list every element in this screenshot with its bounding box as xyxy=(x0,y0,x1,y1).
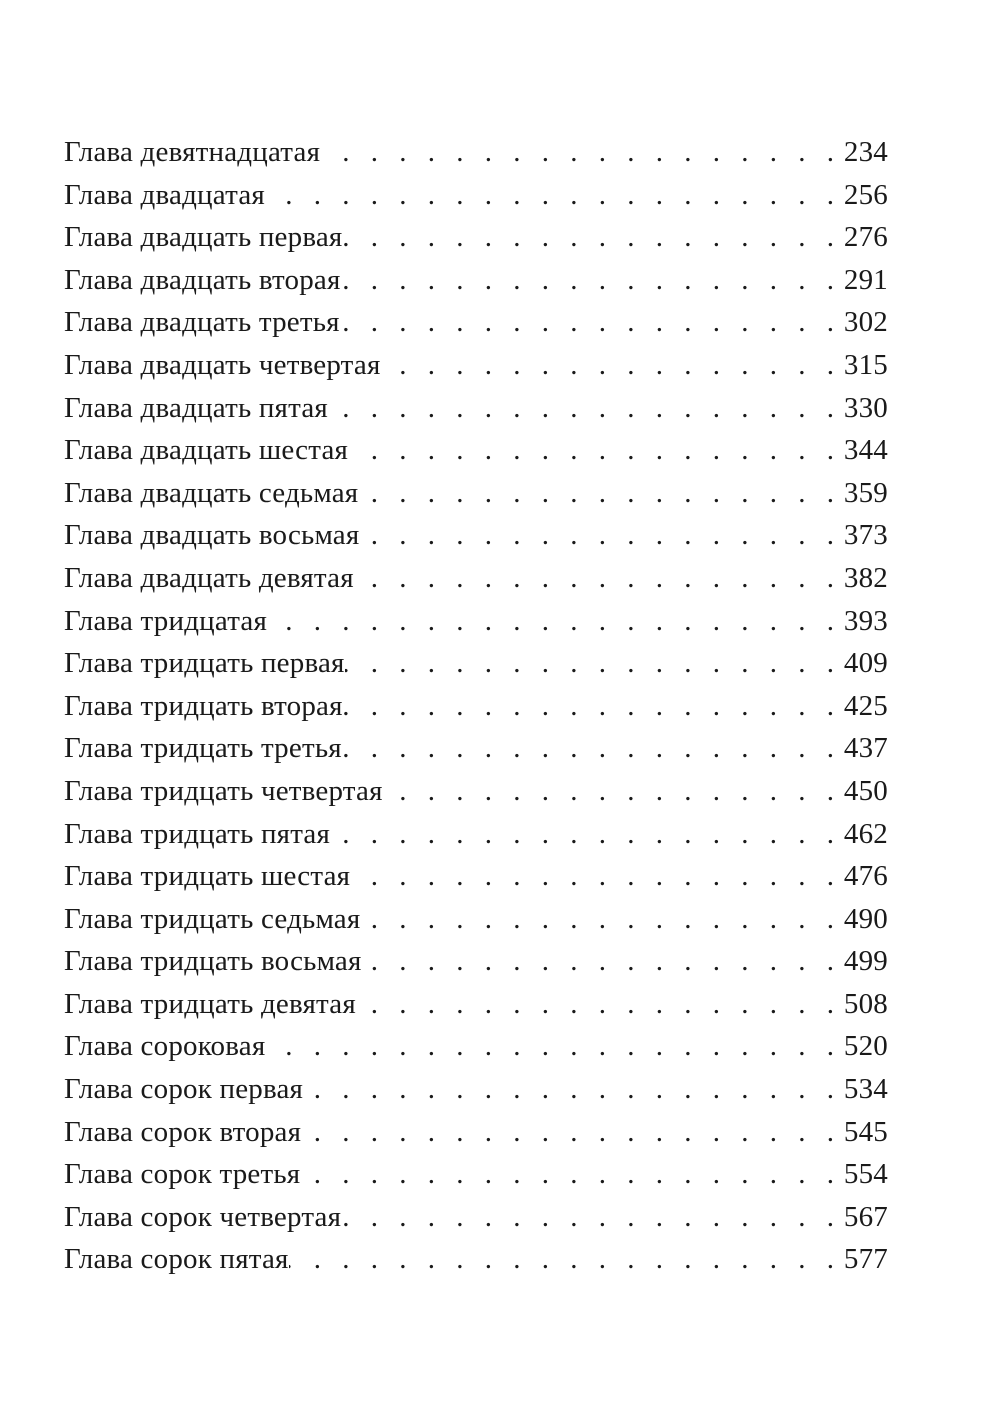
toc-entry[interactable] xyxy=(64,216,888,259)
toc-entry-page: 476 xyxy=(843,860,888,893)
toc-dot-leader xyxy=(342,727,840,770)
toc-dot-leader xyxy=(342,216,840,259)
toc-entry[interactable] xyxy=(64,1238,888,1281)
toc-entry-page: 409 xyxy=(843,647,888,680)
toc-dot-leader xyxy=(362,940,840,983)
toc-entry-title: Глава двадцать третья xyxy=(64,306,340,339)
toc-entry-title: Глава сорок первая xyxy=(64,1073,304,1106)
toc-entry-title: Глава тридцать шестая xyxy=(64,860,351,893)
toc-dot-leader xyxy=(356,983,840,1026)
toc-entry-title: Глава тридцатая xyxy=(64,604,268,637)
toc-entry-title: Глава тридцать восьмая xyxy=(64,945,362,978)
toc-dot-leader xyxy=(328,387,840,430)
toc-dot-leader xyxy=(360,898,840,941)
toc-entry-page: 302 xyxy=(843,306,888,339)
toc-entry[interactable] xyxy=(64,557,888,600)
toc-entry[interactable] xyxy=(64,387,888,430)
toc-entry-title: Глава тридцать пятая xyxy=(64,817,331,850)
toc-entry-title: Глава тридцать седьмая xyxy=(64,902,361,935)
toc-dot-leader xyxy=(267,600,840,643)
toc-entry[interactable] xyxy=(64,983,888,1026)
toc-entry-title: Глава двадцать шестая xyxy=(64,434,349,467)
toc-entry-page: 234 xyxy=(843,136,888,168)
toc-entry-page: 291 xyxy=(843,263,888,296)
toc-dot-leader xyxy=(354,557,840,600)
toc-entry-title: Глава сорок четвертая xyxy=(64,1200,342,1233)
toc-entry-page: 499 xyxy=(843,945,888,978)
toc-dot-leader xyxy=(303,1068,840,1111)
toc-entry[interactable] xyxy=(64,600,888,643)
toc-entry-page: 520 xyxy=(843,1030,888,1063)
toc-entry[interactable] xyxy=(64,472,888,515)
toc-entry-page: 344 xyxy=(843,434,888,467)
toc-entry[interactable] xyxy=(64,1068,888,1111)
toc-entry-title: Глава сорок вторая xyxy=(64,1115,302,1148)
toc-entry-title: Глава двадцать первая xyxy=(64,221,343,254)
toc-entry-page: 450 xyxy=(843,774,888,807)
toc-dot-leader xyxy=(341,1196,840,1239)
toc-entry-page: 276 xyxy=(843,221,888,254)
toc-dot-leader xyxy=(289,1238,840,1281)
toc-entry[interactable] xyxy=(64,131,888,174)
toc-entry-page: 534 xyxy=(843,1073,888,1106)
toc-dot-leader xyxy=(350,855,840,898)
toc-entry[interactable] xyxy=(64,1196,888,1239)
toc-entry-page: 567 xyxy=(843,1200,888,1233)
toc-entry-title: Глава двадцать девятая xyxy=(64,561,354,594)
toc-entry[interactable] xyxy=(64,429,888,472)
toc-entry-title: Глава сорок пятая xyxy=(64,1243,289,1276)
toc-entry-page: 545 xyxy=(843,1115,888,1148)
toc-entry-title: Глава двадцать четвертая xyxy=(64,348,381,381)
toc-dot-leader xyxy=(300,1153,840,1196)
toc-entry[interactable] xyxy=(64,770,888,813)
toc-dot-leader xyxy=(340,301,840,344)
toc-dot-leader xyxy=(265,1025,840,1068)
toc-entry-title: Глава сороковая xyxy=(64,1030,266,1063)
toc-entry-title: Глава тридцать третья xyxy=(64,732,342,765)
toc-dot-leader xyxy=(265,174,840,217)
toc-entry-page: 330 xyxy=(843,391,888,424)
toc-entry[interactable] xyxy=(64,514,888,557)
toc-entry-page: 577 xyxy=(843,1243,888,1276)
toc-entry[interactable] xyxy=(64,1111,888,1154)
toc-dot-leader xyxy=(359,514,840,557)
table-of-contents xyxy=(64,131,888,1281)
toc-entry-title: Глава тридцать первая xyxy=(64,647,345,680)
toc-entry[interactable] xyxy=(64,301,888,344)
toc-entry-page: 490 xyxy=(843,902,888,935)
toc-entry[interactable] xyxy=(64,940,888,983)
toc-entry[interactable] xyxy=(64,1025,888,1068)
toc-entry-title: Глава двадцать пятая xyxy=(64,391,328,424)
toc-entry-title: Глава тридцать девятая xyxy=(64,987,356,1020)
toc-dot-leader xyxy=(330,813,840,856)
toc-entry-page: 382 xyxy=(843,561,888,594)
toc-entry-page: 393 xyxy=(843,604,888,637)
toc-entry-title: Глава тридцать четвертая xyxy=(64,774,383,807)
toc-dot-leader xyxy=(345,642,840,685)
toc-entry-page: 315 xyxy=(843,348,888,381)
toc-entry-page: 437 xyxy=(843,732,888,765)
toc-entry-page: 508 xyxy=(843,987,888,1020)
toc-entry[interactable] xyxy=(64,727,888,770)
toc-entry-title: Глава сорок третья xyxy=(64,1158,301,1191)
toc-entry[interactable] xyxy=(64,685,888,728)
toc-entry[interactable] xyxy=(64,259,888,302)
toc-dot-leader xyxy=(320,131,840,174)
toc-entry-page: 359 xyxy=(843,476,888,509)
toc-entry[interactable] xyxy=(64,174,888,217)
toc-dot-leader xyxy=(381,344,840,387)
toc-dot-leader xyxy=(301,1111,840,1154)
toc-entry-page: 373 xyxy=(843,519,888,552)
toc-entry-page: 256 xyxy=(843,178,888,211)
toc-entry-page: 425 xyxy=(843,689,888,722)
toc-entry[interactable] xyxy=(64,344,888,387)
toc-entry[interactable] xyxy=(64,855,888,898)
toc-dot-leader xyxy=(348,429,840,472)
toc-entry-title: Глава двадцать восьмая xyxy=(64,519,360,552)
toc-entry[interactable] xyxy=(64,1153,888,1196)
toc-dot-leader xyxy=(343,685,840,728)
toc-dot-leader xyxy=(358,472,840,515)
toc-entry-title: Глава двадцать седьмая xyxy=(64,476,359,509)
toc-dot-leader xyxy=(341,259,840,302)
toc-dot-leader xyxy=(383,770,840,813)
toc-entry-page: 462 xyxy=(843,817,888,850)
toc-entry-title: Глава тридцать вторая xyxy=(64,689,343,722)
toc-entry-page: 554 xyxy=(843,1158,888,1191)
toc-entry[interactable] xyxy=(64,642,888,685)
toc-entry-title: Глава девятнадцатая xyxy=(64,136,321,168)
toc-entry[interactable] xyxy=(64,813,888,856)
toc-entry-title: Глава двадцать вторая xyxy=(64,263,341,296)
toc-entry[interactable] xyxy=(64,898,888,941)
toc-entry-title: Глава двадцатая xyxy=(64,178,265,211)
